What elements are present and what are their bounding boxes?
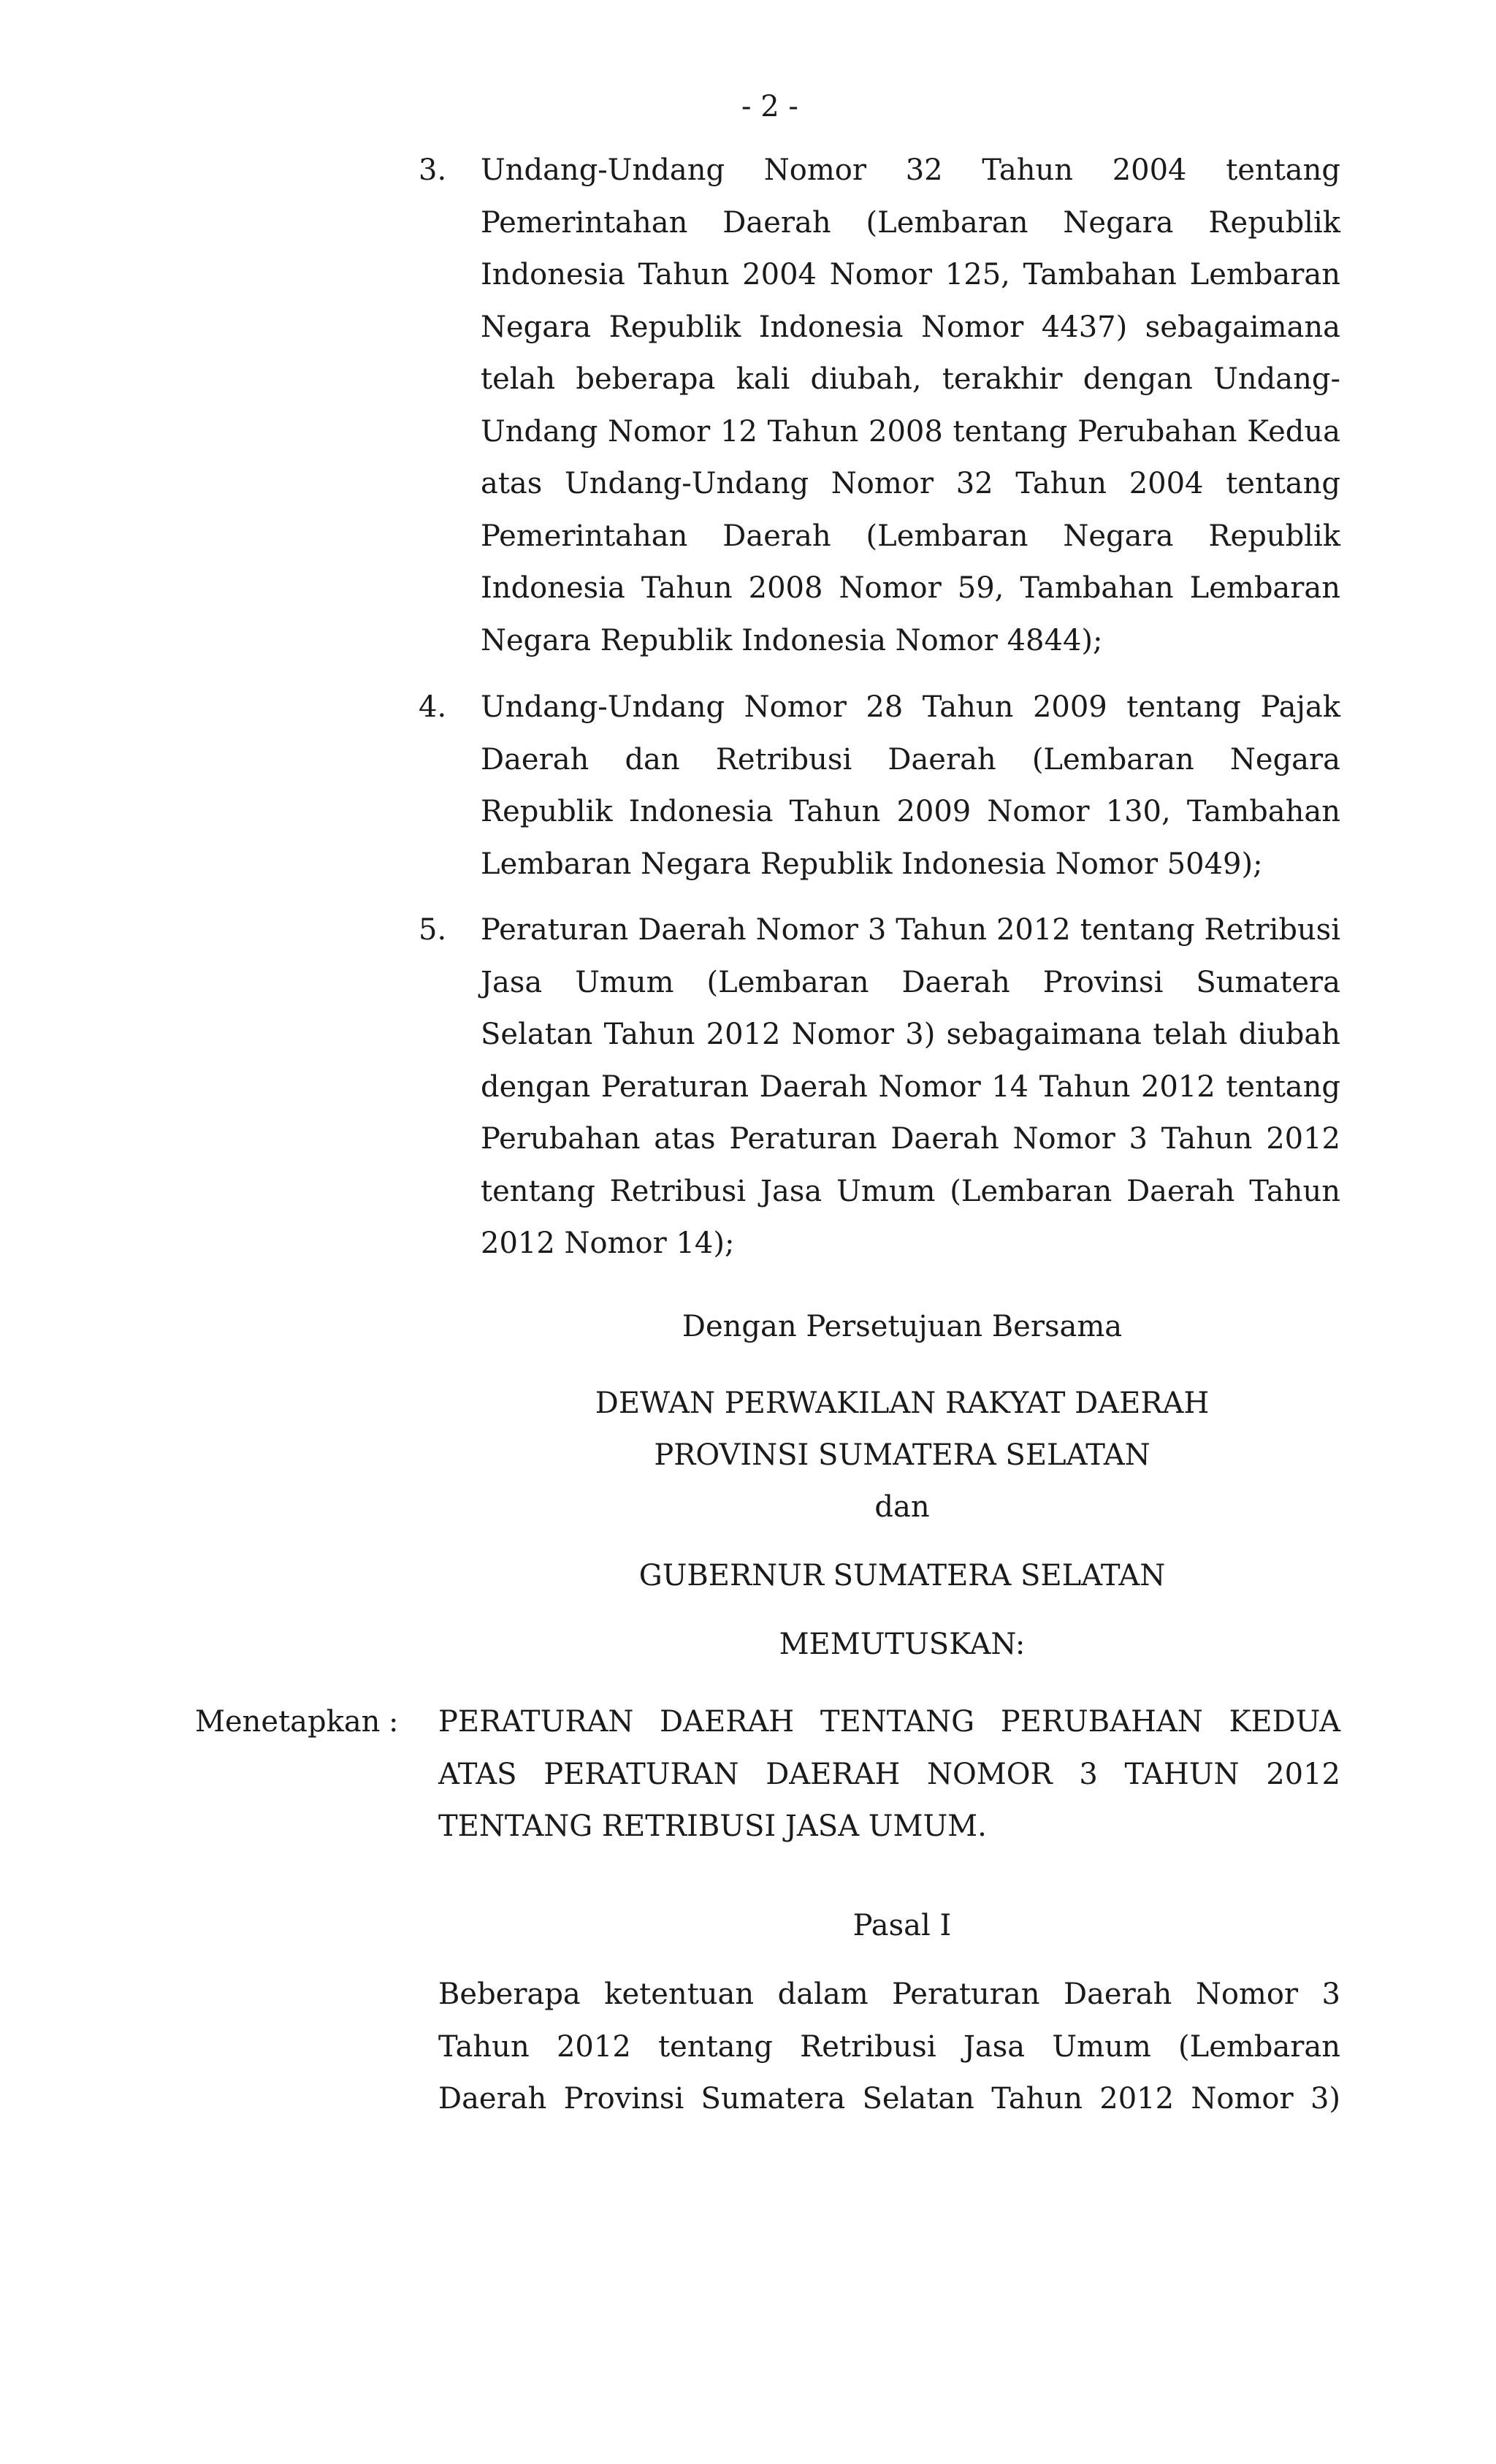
menetapkan-label: Menetapkan	[195, 1705, 381, 1739]
item-text: Undang-Undang Nomor 32 Tahun 2004 tentang Pemerintahan Daerah (Lembaran Negara Republik Indonesia Tahun 2004 Nomor 125, Tambahan Lembaran Negara Republik Indonesia Nomor 4437) sebagaimana telah beberapa kali diubah, terakhir dengan Undang-Undang Nomor 12 Tahun 2008 tentang Perubahan Kedua atas Undang-Undang Nomor 32 Tahun 2004 tentang Pemerintahan Daerah (Lembaran Negara Republik Indonesia Tahun 2008 Nomor 59, Tambahan Lembaran Negara Republik Indonesia Nomor 4844);	[481, 153, 1340, 657]
conjunction: dan	[874, 1490, 930, 1524]
consideration-item-4	[419, 682, 1340, 890]
decision-heading: MEMUTUSKAN:	[779, 1628, 1026, 1661]
governor-title: GUBERNUR SUMATERA SELATAN	[638, 1559, 1166, 1593]
consideration-item-5	[419, 904, 1340, 1270]
item-number: 5.	[419, 913, 447, 947]
item-number: 4.	[419, 690, 447, 724]
menetapkan-text: PERATURAN DAERAH TENTANG PERUBAHAN KEDUA ATAS PERATURAN DAERAH NOMOR 3 TAHUN 2012 TENTANG RETRIBUSI JASA UMUM.	[438, 1705, 1340, 1843]
approval-intro: Dengan Persetujuan Bersama	[682, 1310, 1123, 1343]
pasal-text: Beberapa ketentuan dalam Peraturan Daerah Nomor 3 Tahun 2012 tentang Retribusi Jasa Umum (Lembaran Daerah Provinsi Sumatera Selatan Tahun 2012 Nomor 3)	[438, 1977, 1340, 2116]
pasal-heading: Pasal I	[852, 1909, 952, 1942]
council-name-line1: DEWAN PERWAKILAN RAKYAT DAERAH	[595, 1387, 1210, 1420]
menetapkan-colon: :	[389, 1705, 399, 1739]
consideration-item-3	[419, 145, 1340, 667]
item-text: Undang-Undang Nomor 28 Tahun 2009 tentang Pajak Daerah dan Retribusi Daerah (Lembaran Negara Republik Indonesia Tahun 2009 Nomor 130, Tambahan Lembaran Negara Republik Indonesia Nomor 5049);	[481, 690, 1340, 881]
council-name-line2: PROVINSI SUMATERA SELATAN	[654, 1438, 1150, 1472]
page-number: - 2 -	[741, 90, 798, 123]
item-text: Peraturan Daerah Nomor 3 Tahun 2012 tentang Retribusi Jasa Umum (Lembaran Daerah Provinsi Sumatera Selatan Tahun 2012 Nomor 3) sebagaimana telah diubah dengan Peraturan Daerah Nomor 14 Tahun 2012 tentang Perubahan atas Peraturan Daerah Nomor 3 Tahun 2012 tentang Retribusi Jasa Umum (Lembaran Daerah Tahun 2012 Nomor 14);	[481, 913, 1340, 1260]
item-number: 3.	[419, 153, 447, 187]
